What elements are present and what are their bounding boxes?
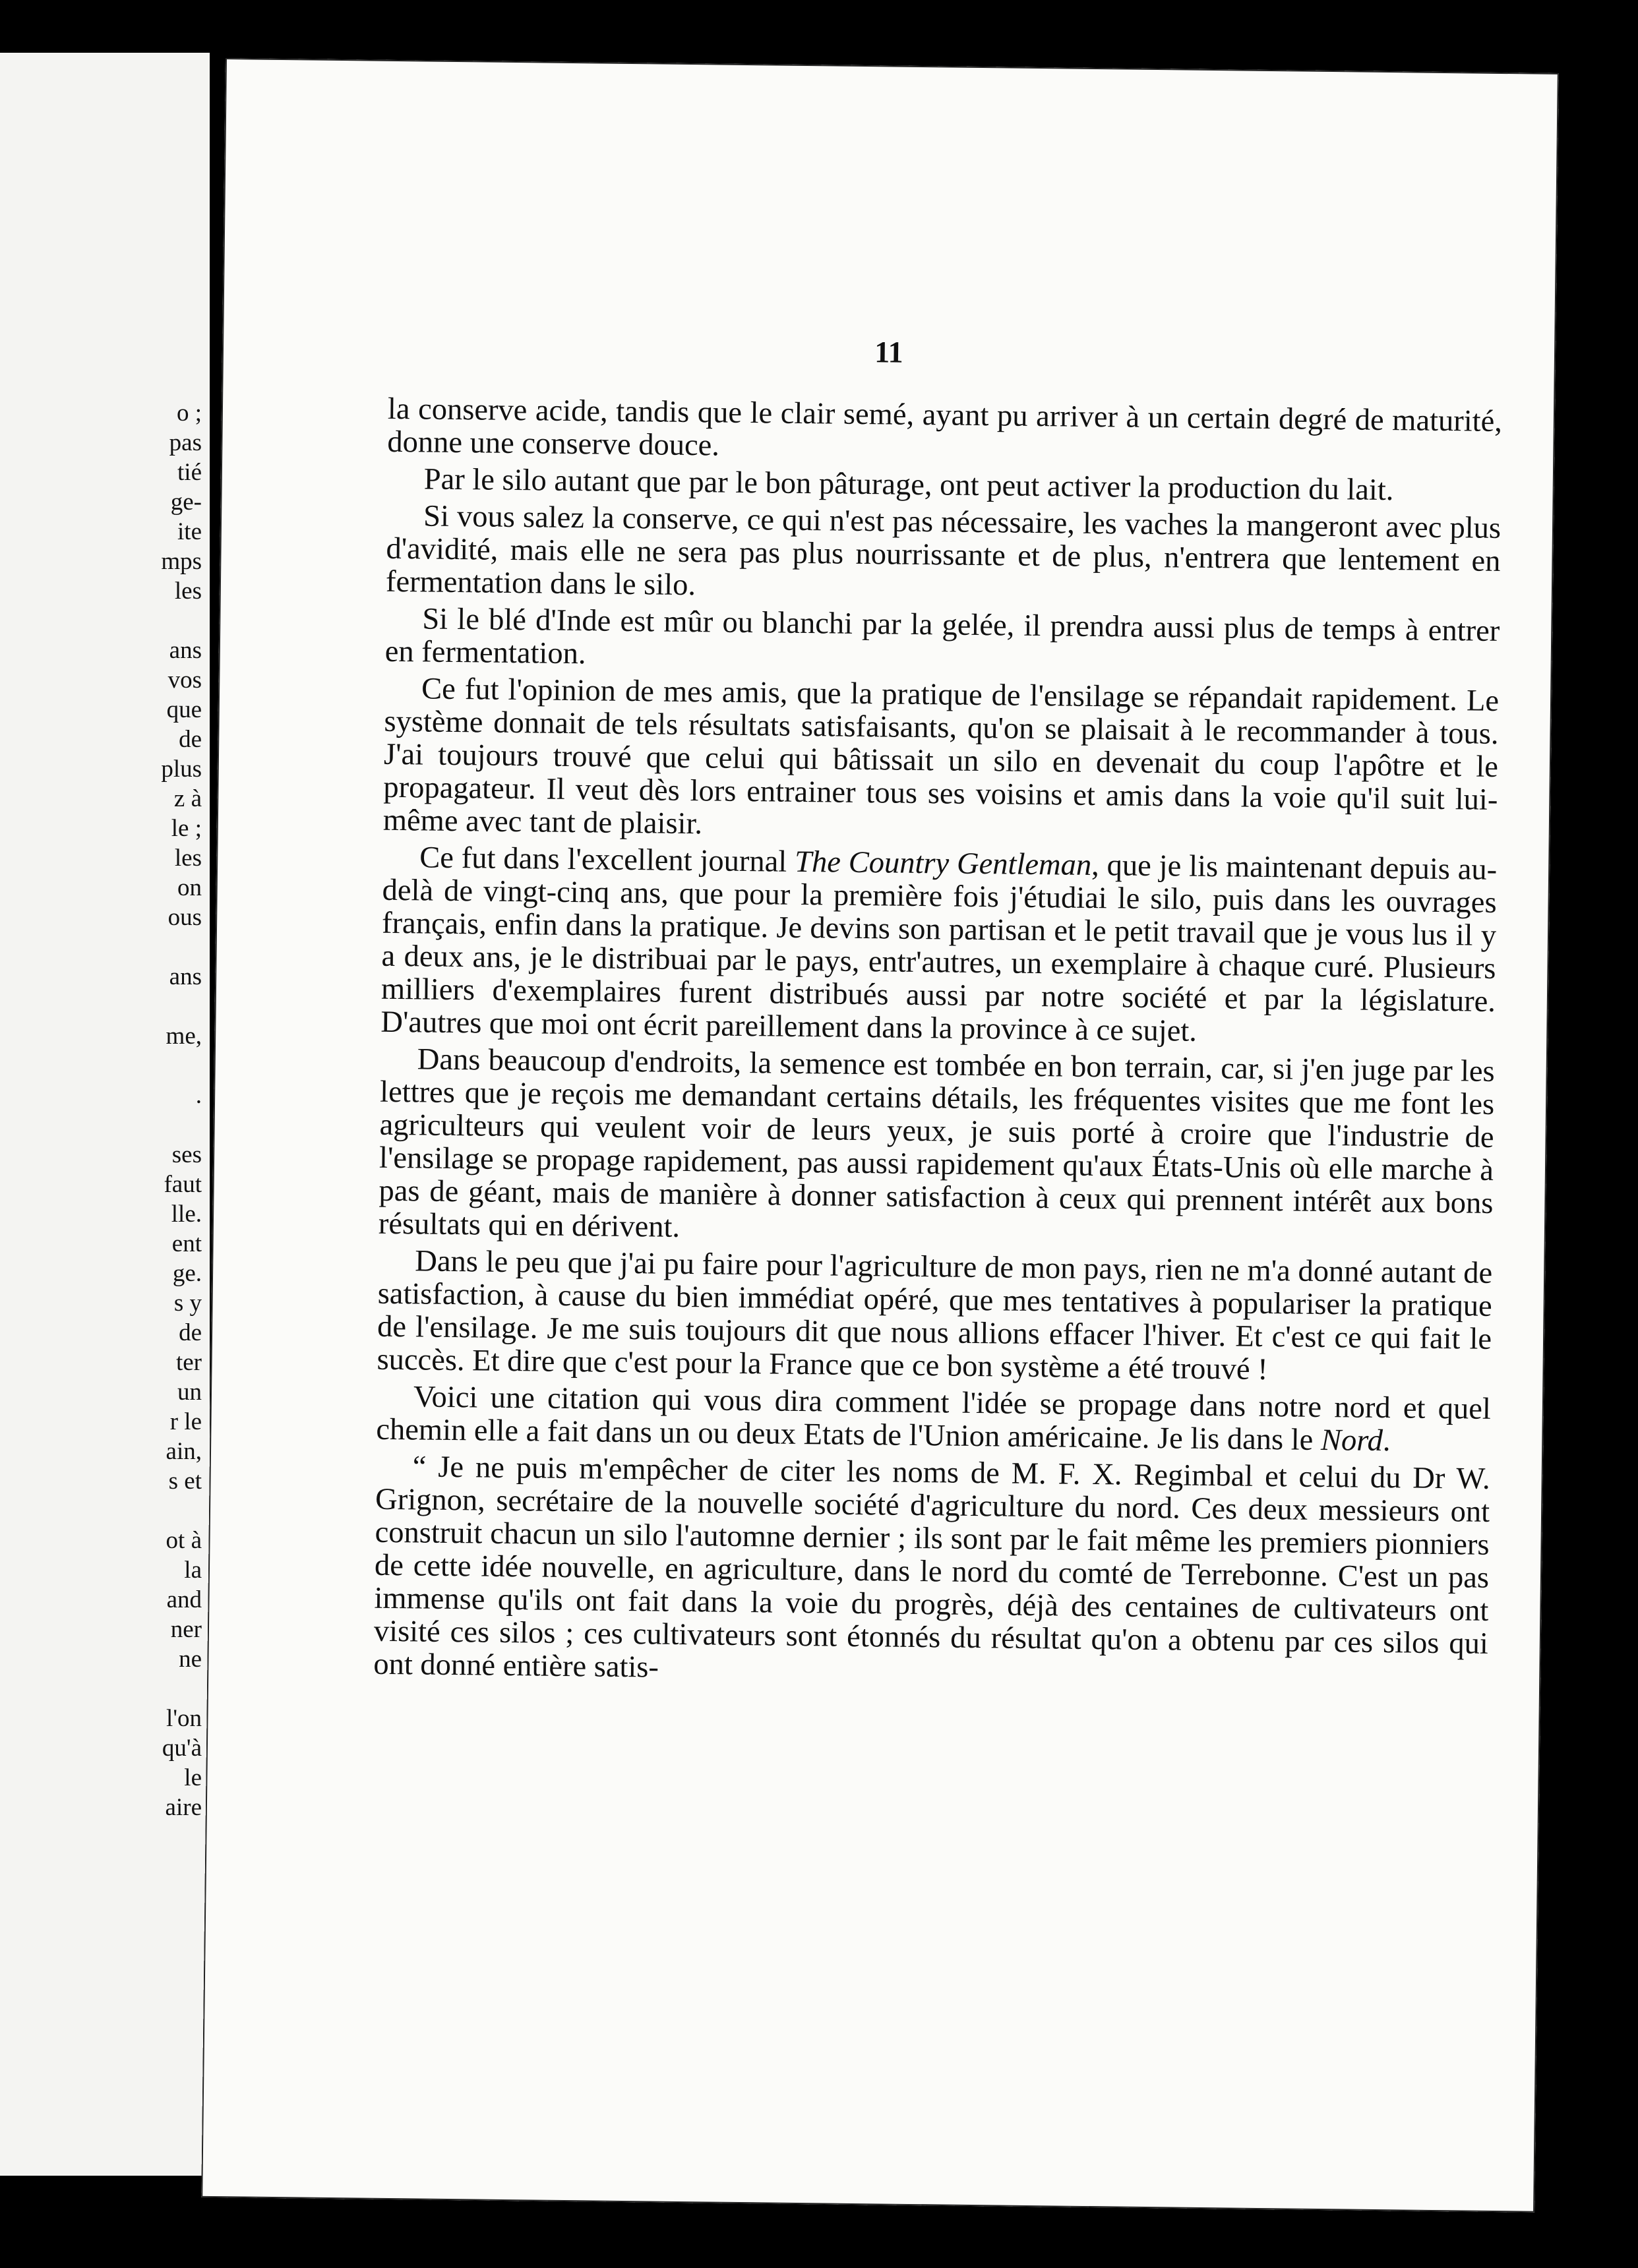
document-page	[201, 58, 1559, 2213]
paragraph: Si vous salez la conserve, ce qui n'est pas nécessaire, les vaches la mangeront avec plus d'avidité, mais elle ne sera pas plus nourrissante et de plus, n'entrera que lentement en fermentation dans le silo.	[385, 499, 1502, 603]
left-page-fragment: ain,	[166, 1438, 202, 1465]
left-page-fragment: ses	[171, 1141, 202, 1168]
left-page-fragment: pas	[169, 429, 202, 456]
left-page-fragment: on	[177, 874, 202, 901]
left-page-fragment: lle.	[171, 1201, 202, 1228]
left-page-fragment: que	[166, 696, 202, 723]
left-page-fragment: faut	[164, 1171, 202, 1198]
left-page-fragment: ite	[177, 518, 202, 545]
left-page-fragment: .	[195, 1082, 202, 1109]
left-page-fragment: mps	[161, 548, 202, 575]
left-page-fragment: ne	[179, 1646, 202, 1673]
paragraph-text: , que je lis maintenant depuis au-delà de vingt-cinq ans, que pour la première fois j'étudiai le silo, puis dans les ouvrages français, enfin dans la pratique. Je devins son partisan et le petit travail que je vous lus il y a deux ans, je le distribuai par le pays, entr'autres, un exemplaire à chaque curé. Plusieurs milliers d'exemplaires furent distribués aussi par notre société et par la législature. D'autres que moi ont écrit pareillement dans la province à ce sujet.	[380, 848, 1498, 1048]
journal-title: The Country Gentleman	[794, 845, 1092, 882]
left-page-fragment: un	[177, 1379, 202, 1406]
left-page-fragment: ter	[175, 1349, 202, 1376]
left-page-fragment: qu'à	[162, 1735, 202, 1762]
left-page-fragment: s et	[168, 1468, 202, 1495]
left-page-fragment: ot à	[166, 1527, 202, 1554]
left-page-fragment: l'on	[166, 1705, 202, 1732]
left-page-fragment: ge-	[170, 489, 202, 516]
left-page-fragment: plus	[161, 756, 202, 783]
paragraph: “ Je ne puis m'empêcher de citer les noms de M. F. X. Regimbal et celui du Dr W. Grignon, secrétaire de la nouvelle société d'agriculture du nord. Ces deux messieurs ont construit chacun un silo l'automne dernier ; ils sont par le fait même les premiers pionniers de cette idée nouvelle, en agriculture, dans le nord du comté de Terrebonne. C'est un pas immense qu'ils ont fait dans la voie du progrès, déjà des centaines de cultivateurs ont visité ces silos ; ces cultivateurs sont étonnés du résultat qu'on a obtenu par ces silos qui ont donné entière satis-	[373, 1450, 1490, 1685]
left-page-fragment: ans	[169, 637, 202, 664]
left-page-fragment: o ;	[176, 400, 202, 427]
left-page-fragment: s y	[173, 1290, 202, 1317]
left-page-fragment: ous	[167, 904, 202, 931]
left-page-fragment: and	[166, 1586, 202, 1613]
left-page-fragment: ent	[171, 1230, 202, 1257]
page-number: 11	[874, 335, 904, 369]
paragraph	[380, 841, 1497, 1052]
left-page-fragment: de	[179, 1319, 202, 1346]
left-facing-page	[0, 53, 210, 2176]
left-page-fragment: ner	[170, 1616, 202, 1643]
left-page-fragment: ans	[169, 963, 202, 990]
left-page-fragment: vos	[167, 667, 202, 694]
paragraph	[376, 1381, 1491, 1459]
paragraph: Dans le peu que j'ai pu faire pour l'agriculture de mon pays, rien ne m'a donné autant de satisfaction, à cause du bien immédiat opéré, que mes tentatives à populariser la pratique de l'ensilage. Je me suis toujours dit que nous allions effacer l'hiver. Et c'est ce qui fait le succès. Et dire que c'est pour la France que ce bon système a été trouvé !	[377, 1244, 1493, 1387]
left-page-fragment: de	[179, 726, 202, 753]
paragraph-text: .	[1382, 1424, 1391, 1458]
paragraph-text: Ce fut dans l'excellent journal	[419, 841, 795, 879]
paragraph: la conserve acide, tandis que le clair semé, ayant pu arriver à un certain degré de maturité, donne une conserve douce.	[387, 392, 1503, 463]
paragraph-text: Voici une citation qui vous dira comment l'idée se propage dans notre nord et quel chemin elle a fait dans un ou deux Etats de l'Union américaine. Je lis dans le	[376, 1380, 1492, 1457]
paragraph: Si le blé d'Inde est mûr ou blanchi par la gelée, il prendra aussi plus de temps à entrer en fermentation.	[384, 602, 1500, 671]
left-page-fragment: le ;	[171, 815, 202, 842]
left-page-fragment: aire	[165, 1794, 202, 1821]
newspaper-title: Nord	[1320, 1423, 1383, 1458]
paragraph: Par le silo autant que par le bon pâturage, ont peut activer la production du lait.	[423, 462, 1394, 508]
left-page-fragment: le	[184, 1764, 202, 1791]
left-page-fragment: ge.	[172, 1260, 202, 1287]
left-page-fragment: z à	[173, 785, 202, 812]
paragraph: Ce fut l'opinion de mes amis, que la pratique de l'ensilage se répandait rapidement. Le système donnait de tels résultats satisfaisants, qu'on se plaisait à le recommander à tous. J'ai toujours trouvé que celui qui bâtissait un silo en devenait du coup l'apôtre et le propagateur. Il veut dès lors entrainer tous ses voisins et amis dans la voie qu'il suit lui-même avec tant de plaisir.	[382, 672, 1500, 841]
left-page-fragment: tié	[177, 459, 202, 486]
left-page-fragment: la	[184, 1557, 202, 1584]
left-page-fragment: les	[174, 578, 202, 605]
left-page-fragment: me,	[166, 1023, 202, 1050]
left-page-fragment: les	[174, 845, 202, 872]
body-text	[373, 393, 1502, 1698]
left-page-fragment: r le	[169, 1408, 202, 1435]
paragraph: Dans beaucoup d'endroits, la semence est tombée en bon terrain, car, si j'en juge par les lettres que je reçois me demandant certains détails, les fréquentes visites que me font les agriculteurs qui veulent voir de leurs yeux, je suis porté à croire que l'industrie de l'ensilage se propage rapidement, pas aussi rapidement qu'aux États-Unis où elle marche à pas de géant, mais de manière à donner satisfaction à ceux qui prennent intérêt aux bons résultats qui en dérivent.	[378, 1042, 1495, 1244]
